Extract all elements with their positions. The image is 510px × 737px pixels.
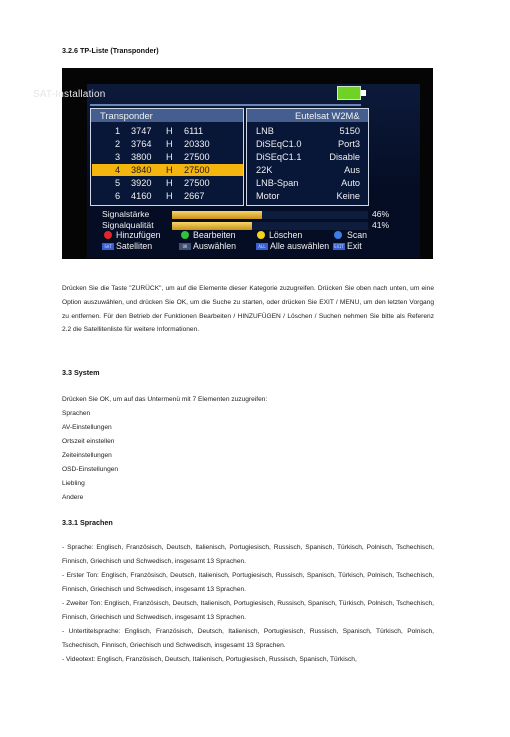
setting-key: LNB	[256, 126, 274, 136]
setting-key: DiSEqC1.0	[256, 139, 302, 149]
setting-row-diseqc11[interactable]	[247, 151, 368, 163]
transponder-row[interactable]	[92, 151, 243, 163]
language-paragraph: - Videotext: Englisch, Französisch, Deutsch, Italienisch, Portugiesisch, Russisch, Spanisch, Türkisch,	[62, 656, 357, 663]
legend-select-all[interactable]: Alle auswählen	[270, 241, 330, 251]
setting-value: Port3	[338, 139, 360, 149]
blue-button-icon	[334, 231, 342, 239]
row-polarization: H	[166, 152, 173, 162]
transponder-panel	[90, 108, 244, 206]
satellite-info-panel	[246, 108, 369, 206]
section-heading-system: 3.3 System	[62, 368, 100, 377]
row-frequency: 3800	[131, 152, 152, 162]
sat-key-icon: SAT	[102, 243, 114, 250]
setting-key: Motor	[256, 191, 280, 201]
system-intro: Drücken Sie OK, um auf das Untermenü mit 7 Elementen zuzugreifen:	[62, 396, 268, 403]
setting-value: 5150	[339, 126, 360, 136]
setting-value: Keine	[336, 191, 360, 201]
transponder-row[interactable]	[92, 177, 243, 189]
system-item: AV-Einstellungen	[62, 424, 112, 431]
yellow-button-icon	[257, 231, 265, 239]
row-symbol-rate: 27500	[184, 152, 210, 162]
row-number: 5	[115, 178, 121, 188]
setting-row-diseqc10[interactable]	[247, 138, 368, 150]
system-item: Sprachen	[62, 410, 91, 417]
section-heading-tp-list: 3.2.6 TP-Liste (Transponder)	[62, 46, 159, 55]
setting-value: Auto	[341, 178, 360, 188]
signal-strength-value: 46%	[372, 209, 390, 219]
setting-row-lnb-span[interactable]	[247, 177, 368, 189]
transponder-row[interactable]	[92, 125, 243, 137]
setting-row-motor[interactable]	[247, 190, 368, 202]
row-number: 6	[115, 191, 121, 201]
signal-strength-bar	[172, 211, 368, 219]
legend-scan[interactable]: Scan	[347, 230, 368, 240]
transponder-row-selected[interactable]	[92, 164, 243, 176]
transponder-row[interactable]	[92, 190, 243, 202]
row-polarization: H	[166, 178, 173, 188]
setting-key: DiSEqC1.1	[256, 152, 302, 162]
legend-select[interactable]: Auswählen	[193, 241, 237, 251]
row-frequency: 3764	[131, 139, 152, 149]
signal-quality-fill	[172, 222, 252, 230]
title-divider	[90, 104, 361, 106]
system-item: Andere	[62, 494, 84, 501]
row-number: 3	[115, 152, 121, 162]
green-button-icon	[181, 231, 189, 239]
setting-key: 22K	[256, 165, 273, 175]
legend-edit[interactable]: Bearbeiten	[193, 230, 236, 240]
row-frequency: 3747	[131, 126, 152, 136]
row-polarization: H	[166, 165, 173, 175]
row-polarization: H	[166, 126, 173, 136]
signal-strength-fill	[172, 211, 262, 219]
row-symbol-rate: 20330	[184, 139, 210, 149]
language-paragraph: - Sprache: Englisch, Französisch, Deutsch, Italienisch, Portugiesisch, Russisch, Spanisch, Türkisch, Polnisch, Tschechisch, Finnisch, Griechisch und Schwedisch, insgesamt 13 Sprachen.	[62, 544, 434, 565]
legend-delete[interactable]: Löschen	[269, 230, 303, 240]
satellite-panel-header	[247, 109, 368, 122]
legend-satellites[interactable]: Satelliten	[116, 241, 153, 251]
setting-row-lnb[interactable]	[247, 125, 368, 137]
row-polarization: H	[166, 191, 173, 201]
exit-key-icon: EXIT	[334, 244, 344, 249]
language-paragraph: - Erster Ton: Englisch, Französisch, Deutsch, Italienisch, Portugiesisch, Russisch, Spanisch, Türkisch, Polnisch, Tschechisch, Finnisch, Griechisch und Schwedisch, insgesamt 13 Sprachen.	[62, 572, 434, 593]
battery-icon	[337, 86, 361, 100]
ok-key-icon: OK	[179, 243, 191, 250]
setting-value: Disable	[329, 152, 360, 162]
transponder-row[interactable]	[92, 138, 243, 150]
row-polarization: H	[166, 139, 173, 149]
tp-list-instructions: Drücken Sie die Taste "ZURÜCK", um auf die Elemente dieser Kategorie zuzugreifen. Drücken Sie oben nach unten, um eine Option auszuwählen, und drücken Sie OK, um die Suche zu starten, oder drücken Sie EXIT / MENU, um den letzten Vorgang zu entfernen. Für den Betrieb der Funktionen Bearbeiten / HINZUFÜGEN / Löschen / Suchen nehmen Sie bitte als Referenz 2.2 die Satellitenliste für weitere Informationen.	[62, 285, 434, 334]
legend-add[interactable]: Hinzufügen	[116, 230, 161, 240]
red-button-icon	[104, 231, 112, 239]
setting-row-22k[interactable]	[247, 164, 368, 176]
system-item: OSD-Einstellungen	[62, 466, 119, 473]
row-number: 4	[115, 165, 121, 175]
signal-quality-label: Signalqualität	[102, 220, 154, 230]
setting-key: LNB-Span	[256, 178, 299, 188]
row-frequency: 3920	[131, 178, 152, 188]
battery-tip-icon	[361, 90, 366, 96]
system-item: Liebling	[62, 480, 85, 487]
row-frequency: 4160	[131, 191, 152, 201]
select-all-key-icon: ALL	[256, 243, 268, 250]
language-paragraph: - Untertitelsprache: Englisch, Französisch, Deutsch, Italienisch, Portugiesisch, Russisch, Spanisch, Türkisch, Polnisch, Tschechisch, Finnisch, Griechisch und Schwedisch, insgesamt 13 Sprachen.	[62, 628, 434, 649]
signal-quality-value: 41%	[372, 220, 390, 230]
row-symbol-rate: 27500	[184, 178, 210, 188]
signal-strength-label: Signalstärke	[102, 209, 150, 219]
system-item: Zeiteinstellungen	[62, 452, 112, 459]
screen-title: SAT-Installation	[33, 89, 106, 100]
row-frequency: 3840	[131, 165, 152, 175]
system-item: Ortszeit einstellen	[62, 438, 115, 445]
row-symbol-rate: 2667	[184, 191, 205, 201]
setting-value: Aus	[344, 165, 360, 175]
section-heading-languages: 3.3.1 Sprachen	[62, 518, 113, 527]
row-number: 2	[115, 139, 121, 149]
row-number: 1	[115, 126, 121, 136]
transponder-panel-header	[91, 109, 243, 122]
row-symbol-rate: 27500	[184, 165, 210, 175]
satellite-name: Eutelsat W2M&	[295, 110, 360, 121]
transponder-header-label: Transponder	[100, 110, 153, 121]
legend-exit[interactable]: Exit	[347, 241, 362, 251]
row-symbol-rate: 6111	[184, 126, 204, 136]
language-paragraph: - Zweiter Ton: Englisch, Französisch, Deutsch, Italienisch, Portugiesisch, Russisch, Spanisch, Türkisch, Polnisch, Tschechisch, Finnisch, Griechisch und Schwedisch, insgesamt 13 Sprachen.	[62, 600, 434, 621]
signal-quality-bar	[172, 222, 368, 230]
